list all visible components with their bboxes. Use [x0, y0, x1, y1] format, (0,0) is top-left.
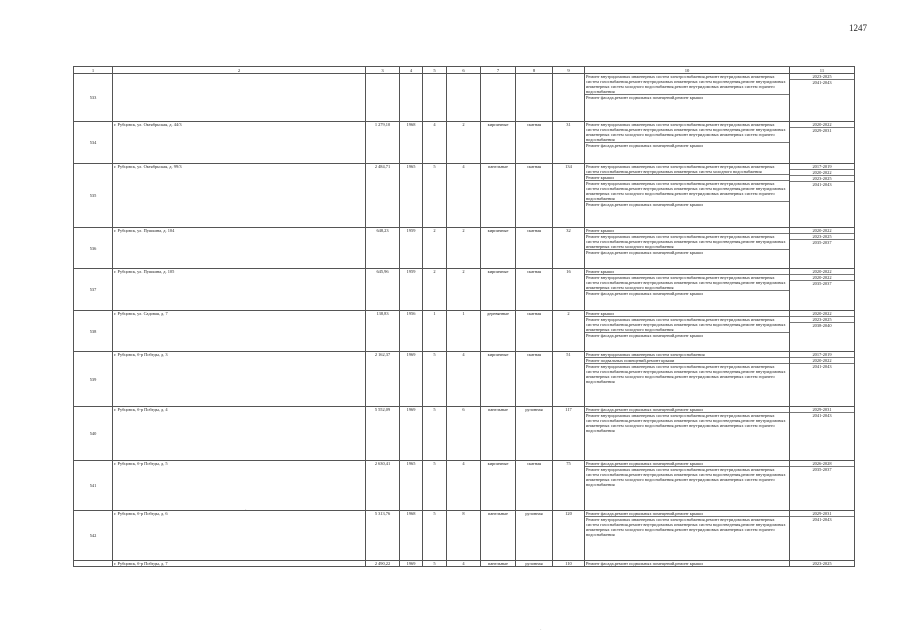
row-number-cell: 540: [74, 407, 113, 461]
year-cell: 1965: [400, 461, 423, 511]
apartments-cell: 32: [553, 228, 585, 269]
years-cell: [790, 228, 855, 269]
work-item: Ремонт внутридомовых инженерных систем электроснабжения,ремонт внутридомовых инженерных систем газоснабжения,ремонт внутридомовых инженерных систем водоотведения,ремонт внутридомовых инженерных систем холодного водоснабжения,ремонт внутридомовых инженерных систем горячего водоснабжения: [585, 363, 789, 384]
column-header: 8: [516, 67, 553, 74]
wall-material-cell: кирпичные: [481, 352, 516, 407]
repair-register-table: [73, 66, 855, 567]
entrances-cell: 6: [447, 407, 481, 461]
row-number-cell: [74, 561, 113, 567]
work-item: Ремонт внутридомовых инженерных систем электроснабжения,ремонт внутридомовых инженерных систем газоснабжения,ремонт внутридомовых инженерных систем водоотведения,ремонт внутридомовых инженерных систем холодного водоснабжения,ремонт внутридомовых инженерных систем горячего водоснабжения: [586, 122, 786, 142]
work-years: 2041-2043: [790, 79, 854, 85]
wall-material-cell: панельные: [481, 407, 516, 461]
area-cell: 1 279,10: [366, 122, 400, 164]
work-years: 2020-2022: [812, 311, 832, 316]
roof-type-cell: рулонная: [516, 407, 553, 461]
table-row: [74, 407, 855, 461]
floors-cell: 5: [423, 407, 447, 461]
floors-cell: 5: [423, 461, 447, 511]
work-item: Ремонт фасада,ремонт подвальных помещений,ремонт крыши: [586, 561, 703, 566]
year-cell: 1959: [400, 269, 423, 311]
work-years: 2029-2031: [812, 407, 832, 412]
address-cell: г. Рубцовск, ул. Пушкина, д. 104: [113, 228, 366, 269]
floors-cell: 5: [423, 352, 447, 407]
works-cell: [585, 561, 790, 567]
table-row: [74, 74, 855, 122]
address-cell: г. Рубцовск, ул. Октябрьская, д. 44/3: [113, 122, 366, 164]
entrances-cell: 4: [447, 164, 481, 228]
roof-type-cell: скатная: [516, 122, 553, 164]
year-cell: 1969: [400, 561, 423, 567]
address-cell: [113, 74, 366, 122]
work-years: 2041-2043: [790, 181, 854, 187]
floors-cell: 4: [423, 122, 447, 164]
works-cell: [585, 352, 790, 407]
floors-cell: 2: [423, 228, 447, 269]
address-cell: г. Рубцовск, б-р Победы, д. 4: [113, 407, 366, 461]
row-number-cell: 538: [74, 311, 113, 352]
work-item: Ремонт фасада,ремонт подвальных помещений,ремонт крыши: [585, 332, 789, 338]
years-cell: [790, 164, 855, 228]
table-header-row: [74, 67, 855, 74]
years-cell: [790, 269, 855, 311]
floors-cell: 5: [423, 511, 447, 561]
table-row: [74, 311, 855, 352]
work-item: Ремонт внутридомовых инженерных систем электроснабжения,ремонт внутридомовых инженерных систем газоснабжения,ремонт внутридомовых инженерных систем водоотведения,ремонт внутридомовых инженерных систем холодного водоснабжения,ремонт внутридомовых инженерных систем горячего водоснабжения: [585, 180, 789, 201]
address-cell: г. Рубцовск, ул. Октябрьская, д. 99/3: [113, 164, 366, 228]
work-item: Ремонт подвальных помещений,ремонт крыши: [585, 357, 789, 363]
year-cell: 1968: [400, 122, 423, 164]
work-years: 2017-2019: [812, 164, 832, 169]
works-cell: [585, 511, 790, 561]
work-item: Ремонт фасада,ремонт подвальных помещений,ремонт крыши: [585, 94, 789, 100]
works-cell: [585, 164, 790, 228]
work-item: Ремонт крыши: [586, 228, 614, 233]
area-cell: [366, 74, 400, 122]
entrances-cell: 4: [447, 352, 481, 407]
table-row: [74, 352, 855, 407]
work-years: 2026-2028: [812, 461, 832, 466]
works-cell: [585, 228, 790, 269]
years-cell: [790, 407, 855, 461]
years-cell: [790, 74, 855, 122]
wall-material-cell: панельные: [481, 511, 516, 561]
apartments-cell: 2: [553, 311, 585, 352]
row-number-cell: 534: [74, 122, 113, 164]
roof-type-cell: скатная: [516, 164, 553, 228]
address-cell: г. Рубцовск, б-р Победы, д. 3: [113, 352, 366, 407]
table-row: [74, 461, 855, 511]
wall-material-cell: кирпичные: [481, 269, 516, 311]
column-header: 1: [74, 67, 113, 74]
year-cell: [400, 74, 423, 122]
column-header: 3: [366, 67, 400, 74]
column-header: 9: [553, 67, 585, 74]
work-item: Ремонт внутридомовых инженерных систем электроснабжения,ремонт внутридомовых инженерных систем газоснабжения,ремонт внутридомовых инженерных систем водоотведения,ремонт внутридомовых инженерных систем холодного водоснабжения,ремонт внутридомовых инженерных систем горячего водоснабжения: [585, 412, 789, 433]
work-years: 2029-2031: [812, 511, 832, 516]
entrances-cell: 2: [447, 269, 481, 311]
work-item: Ремонт внутридомовых инженерных систем электроснабжения: [586, 352, 705, 357]
work-item: Ремонт фасада,ремонт подвальных помещений,ремонт крыши: [585, 201, 789, 207]
address-cell: г. Рубцовск, б-р Победы, д. 5: [113, 461, 366, 511]
apartments-cell: 120: [553, 511, 585, 561]
work-years: 2020-2022: [812, 269, 832, 274]
work-years: 2029-2031: [790, 127, 854, 133]
work-item: Ремонт фасада,ремонт подвальных помещений,ремонт крыши: [586, 407, 703, 412]
entrances-cell: 4: [447, 461, 481, 511]
apartments-cell: 134: [553, 164, 585, 228]
roof-type-cell: скатная: [516, 228, 553, 269]
table-row: [74, 269, 855, 311]
work-years: 2038-2040: [790, 322, 854, 328]
column-header: 7: [481, 67, 516, 74]
work-years: 2035-2037: [790, 239, 854, 245]
work-years: 2023-2025: [812, 561, 832, 566]
work-item: Ремонт внутридомовых инженерных систем электроснабжения,ремонт внутридомовых инженерных систем газоснабжения,ремонт внутридомовых инженерных систем холодного водоснабжения: [586, 164, 775, 174]
years-cell: [790, 561, 855, 567]
works-cell: [585, 407, 790, 461]
year-cell: 1968: [400, 511, 423, 561]
work-years: 2035-2037: [790, 280, 854, 286]
wall-material-cell: кирпичные: [481, 228, 516, 269]
year-cell: 1969: [400, 352, 423, 407]
roof-type-cell: рулонная: [516, 511, 553, 561]
row-number-cell: 541: [74, 461, 113, 511]
table-row: [74, 164, 855, 228]
years-cell: [790, 511, 855, 561]
roof-type-cell: скатная: [516, 269, 553, 311]
work-item: Ремонт внутридомовых инженерных систем электроснабжения,ремонт внутридомовых инженерных систем газоснабжения,ремонт внутридомовых инженерных систем водоотведения,ремонт внутридомовых инженерных систем холодного водоснабжения: [585, 316, 789, 332]
entrances-cell: 1: [447, 311, 481, 352]
roof-type-cell: скатная: [516, 352, 553, 407]
column-header: 4: [400, 67, 423, 74]
work-years: 2017-2019: [812, 352, 832, 357]
roof-type-cell: скатная: [516, 311, 553, 352]
work-item: Ремонт фасада,ремонт подвальных помещений,ремонт крыши: [585, 249, 789, 255]
area-cell: 5 552,09: [366, 407, 400, 461]
row-number-cell: 533: [74, 74, 113, 122]
apartments-cell: 75: [553, 461, 585, 511]
years-cell: [790, 352, 855, 407]
work-item: Ремонт фасада,ремонт подвальных помещений,ремонт крыши: [585, 290, 789, 296]
years-cell: [790, 461, 855, 511]
column-header: 6: [447, 67, 481, 74]
works-cell: [585, 461, 790, 511]
apartments-cell: 31: [553, 122, 585, 164]
area-cell: 645,96: [366, 269, 400, 311]
wall-material-cell: [481, 74, 516, 122]
work-years: 2020-2022: [790, 357, 854, 363]
work-years: 2035-2037: [790, 466, 854, 472]
apartments-cell: 117: [553, 407, 585, 461]
work-years: 2020-2022: [812, 122, 832, 127]
wall-material-cell: панельные: [481, 164, 516, 228]
work-years: 2020-2022: [790, 169, 854, 175]
apartments-cell: 110: [553, 561, 585, 567]
address-cell: г. Рубцовск, ул. Садовая, д. 7: [113, 311, 366, 352]
year-cell: 1965: [400, 164, 423, 228]
area-cell: 648,23: [366, 228, 400, 269]
floors-cell: [423, 74, 447, 122]
table-row: [74, 561, 855, 567]
work-years: 2023-2025: [790, 316, 854, 322]
column-header: 11: [790, 67, 855, 74]
work-item: Ремонт фасада,ремонт подвальных помещений,ремонт крыши: [586, 461, 703, 466]
years-cell: [790, 122, 855, 164]
apartments-cell: 51: [553, 352, 585, 407]
row-number-cell: 536: [74, 228, 113, 269]
roof-type-cell: [516, 74, 553, 122]
work-years: 2023-2025: [812, 74, 832, 79]
years-cell: [790, 311, 855, 352]
floors-cell: 5: [423, 164, 447, 228]
entrances-cell: 2: [447, 228, 481, 269]
work-item: Ремонт фасада,ремонт подвальных помещений,ремонт крыши: [586, 511, 703, 516]
wall-material-cell: кирпичные: [481, 461, 516, 511]
address-cell: г. Рубцовск, б-р Победы, д. 7: [113, 561, 366, 567]
wall-material-cell: панельные: [481, 561, 516, 567]
entrances-cell: 2: [447, 122, 481, 164]
area-cell: 5 313,76: [366, 511, 400, 561]
works-cell: [585, 311, 790, 352]
table-row: [74, 228, 855, 269]
work-years: 2041-2043: [790, 412, 854, 418]
year-cell: 1959: [400, 228, 423, 269]
work-item: Ремонт внутридомовых инженерных систем электроснабжения,ремонт внутридомовых инженерных систем газоснабжения,ремонт внутридомовых инженерных систем водоотведения,ремонт внутридомовых инженерных систем холодного водоснабжения: [585, 233, 789, 249]
work-item: Ремонт крыши: [586, 311, 614, 316]
year-cell: 1956: [400, 311, 423, 352]
year-cell: 1969: [400, 407, 423, 461]
floors-cell: 1: [423, 311, 447, 352]
address-cell: г. Рубцовск, б-р Победы, д. 6: [113, 511, 366, 561]
floors-cell: 5: [423, 561, 447, 567]
work-years: 2023-2025: [790, 233, 854, 239]
work-item: Ремонт внутридомовых инженерных систем электроснабжения,ремонт внутридомовых инженерных систем газоснабжения,ремонт внутридомовых инженерных систем водоотведения,ремонт внутридомовых инженерных систем холодного водоснабжения,ремонт внутридомовых инженерных систем горячего водоснабжения: [585, 466, 789, 487]
table-row: [74, 511, 855, 561]
work-years: 2041-2043: [790, 516, 854, 522]
entrances-cell: [447, 74, 481, 122]
row-number-cell: 537: [74, 269, 113, 311]
work-item: Ремонт внутридомовых инженерных систем электроснабжения,ремонт внутридомовых инженерных систем газоснабжения,ремонт внутридомовых инженерных систем водоотведения,ремонт внутридомовых инженерных систем холодного водоснабжения: [585, 274, 789, 290]
area-cell: 2 630,41: [366, 461, 400, 511]
work-years: 2020-2022: [790, 274, 854, 280]
apartments-cell: [553, 74, 585, 122]
work-item: Ремонт крыши: [586, 269, 614, 274]
work-years: 2041-2043: [790, 363, 854, 369]
address-cell: г. Рубцовск, ул. Пушкина, д. 105: [113, 269, 366, 311]
area-cell: 2 484,71: [366, 164, 400, 228]
work-item: Ремонт фасада,ремонт подвальных помещений,ремонт крыши: [585, 142, 789, 148]
table-row: [74, 122, 855, 164]
scan-speck: ·: [540, 628, 542, 633]
works-cell: [585, 269, 790, 311]
area-cell: 138,83: [366, 311, 400, 352]
row-number-cell: 542: [74, 511, 113, 561]
roof-type-cell: скатная: [516, 461, 553, 511]
work-years: 2020-2022: [812, 228, 832, 233]
work-years: 2023-2025: [790, 175, 854, 181]
column-header: 10: [585, 67, 790, 74]
column-header: 2: [113, 67, 366, 74]
page-number: 1247: [849, 23, 867, 33]
wall-material-cell: деревянные: [481, 311, 516, 352]
row-number-cell: 535: [74, 164, 113, 228]
work-item: Ремонт внутридомовых инженерных систем электроснабжения,ремонт внутридомовых инженерных систем газоснабжения,ремонт внутридомовых инженерных систем водоотведения,ремонт внутридомовых инженерных систем холодного водоснабжения,ремонт внутридомовых инженерных систем горячего водоснабжения: [585, 516, 789, 537]
apartments-cell: 16: [553, 269, 585, 311]
column-header: 5: [423, 67, 447, 74]
roof-type-cell: рулонная: [516, 561, 553, 567]
area-cell: 2 490,22: [366, 561, 400, 567]
work-item: Ремонт крыши: [585, 174, 789, 180]
works-cell: [585, 74, 790, 122]
entrances-cell: 4: [447, 561, 481, 567]
floors-cell: 2: [423, 269, 447, 311]
wall-material-cell: кирпичные: [481, 122, 516, 164]
entrances-cell: 8: [447, 511, 481, 561]
row-number-cell: 539: [74, 352, 113, 407]
work-item: Ремонт внутридомовых инженерных систем электроснабжения,ремонт внутридомовых инженерных систем газоснабжения,ремонт внутридомовых инженерных систем водоотведения,ремонт внутридомовых инженерных систем холодного водоснабжения,ремонт внутридомовых инженерных систем горячего водоснабжения: [586, 74, 786, 94]
area-cell: 2 162,37: [366, 352, 400, 407]
works-cell: [585, 122, 790, 164]
scan-speck: ·: [245, 508, 247, 513]
